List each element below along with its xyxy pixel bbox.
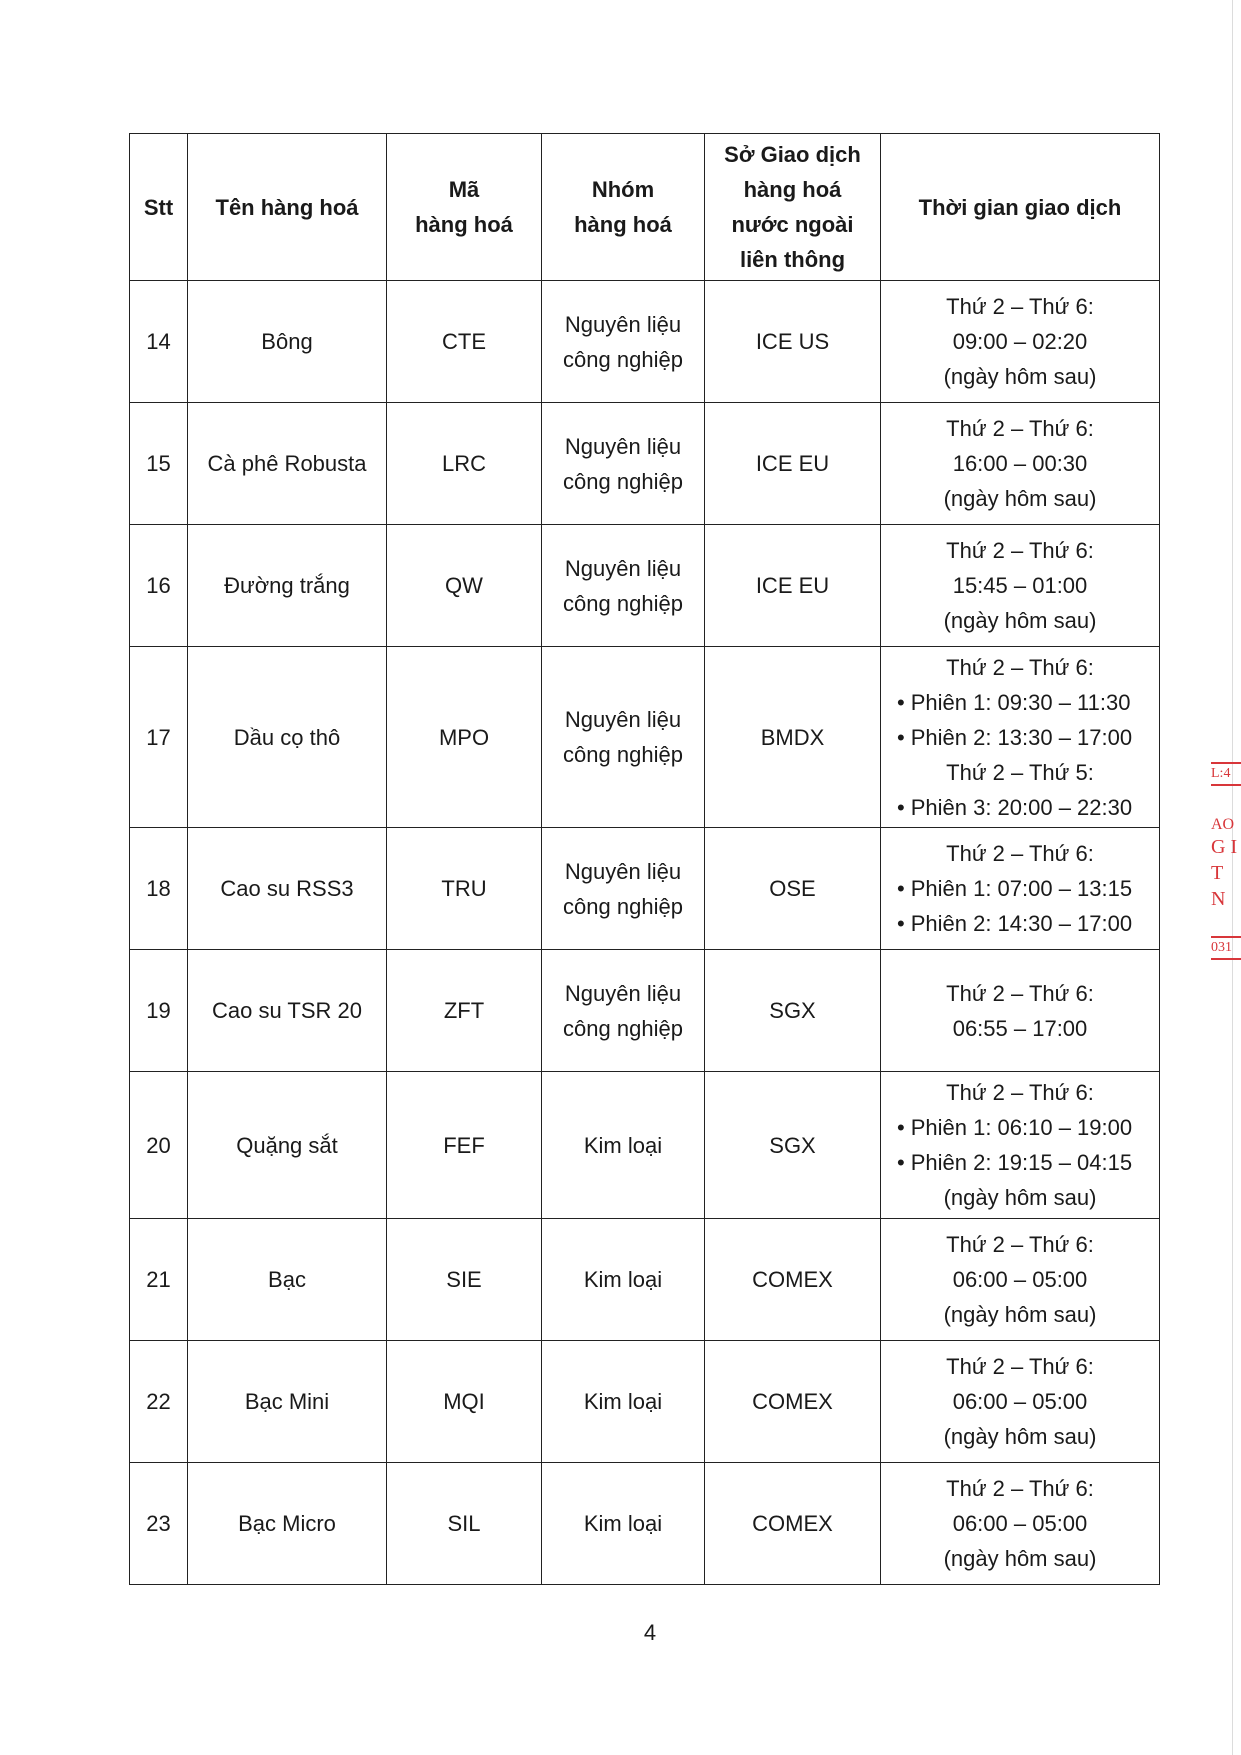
table-row bbox=[130, 281, 1160, 403]
cell-code: SIL bbox=[387, 1463, 542, 1585]
schedule-line: Thứ 2 – Thứ 6: bbox=[946, 654, 1094, 680]
cell-name: Quặng sắt bbox=[188, 1072, 387, 1219]
schedule-line: 06:00 – 05:00 bbox=[952, 1389, 1088, 1414]
cell-stt: 19 bbox=[130, 950, 188, 1072]
cell-code: FEF bbox=[387, 1072, 542, 1219]
cell-schedule bbox=[881, 281, 1160, 403]
cell-name: Bạc Micro bbox=[188, 1463, 387, 1585]
cell-code: ZFT bbox=[387, 950, 542, 1072]
cell-group bbox=[542, 525, 705, 647]
red-stamp-fragment bbox=[1211, 762, 1241, 990]
schedule-line: Thứ 2 – Thứ 6: bbox=[946, 416, 1094, 441]
group-line: công nghiệp bbox=[563, 742, 683, 767]
group-line: công nghiệp bbox=[563, 346, 683, 372]
schedule-line: (ngày hôm sau) bbox=[943, 486, 1097, 511]
cell-group bbox=[542, 828, 705, 950]
header-name: Tên hàng hoá bbox=[188, 134, 387, 281]
group-line: Nguyên liệu bbox=[564, 555, 682, 581]
schedule-line: • Phiên 1: 07:00 – 13:15 bbox=[885, 871, 1155, 906]
cell-stt: 18 bbox=[130, 828, 188, 950]
schedule-line: • Phiên 2: 19:15 – 04:15 bbox=[885, 1145, 1155, 1180]
commodity-trading-hours-table bbox=[129, 133, 1160, 1585]
schedule-line: • Phiên 2: 13:30 – 17:00 bbox=[885, 720, 1155, 755]
stamp-text-4: T N bbox=[1211, 862, 1226, 910]
header-exchange: Sở Giao dịch hàng hoá nước ngoài liên thông bbox=[705, 134, 881, 281]
schedule-line: • Phiên 3: 20:00 – 22:30 bbox=[885, 790, 1155, 825]
cell-code: QW bbox=[387, 525, 542, 647]
cell-schedule bbox=[881, 525, 1160, 647]
cell-code: MQI bbox=[387, 1341, 542, 1463]
schedule-line: (ngày hôm sau) bbox=[943, 364, 1097, 389]
schedule-line: 06:00 – 05:00 bbox=[952, 1511, 1088, 1536]
schedule-line: Thứ 2 – Thứ 6: bbox=[946, 1232, 1094, 1257]
schedule-line: • Phiên 2: 14:30 – 17:00 bbox=[885, 906, 1155, 941]
stamp-text-2: AO bbox=[1211, 816, 1235, 833]
cell-exchange: OSE bbox=[705, 828, 881, 950]
cell-name: Cà phê Robusta bbox=[188, 403, 387, 525]
cell-code: CTE bbox=[387, 281, 542, 403]
cell-schedule bbox=[881, 1072, 1160, 1219]
cell-exchange: ICE EU bbox=[705, 403, 881, 525]
cell-group bbox=[542, 950, 705, 1072]
table-body bbox=[130, 281, 1160, 1585]
schedule-line: (ngày hôm sau) bbox=[943, 1424, 1097, 1449]
cell-name: Cao su TSR 20 bbox=[188, 950, 387, 1072]
cell-group bbox=[542, 281, 705, 403]
cell-exchange: SGX bbox=[705, 1072, 881, 1219]
cell-code: MPO bbox=[387, 647, 542, 828]
table-row bbox=[130, 1463, 1160, 1585]
table-row bbox=[130, 950, 1160, 1072]
group-line: công nghiệp bbox=[563, 468, 683, 494]
cell-stt: 20 bbox=[130, 1072, 188, 1219]
header-code: Mã hàng hoá bbox=[387, 134, 542, 281]
cell-stt: 16 bbox=[130, 525, 188, 647]
group-line: Nguyên liệu bbox=[564, 707, 682, 732]
cell-group bbox=[542, 1341, 705, 1463]
cell-code: TRU bbox=[387, 828, 542, 950]
cell-group bbox=[542, 647, 705, 828]
schedule-line: Thứ 2 – Thứ 6: bbox=[946, 1476, 1094, 1501]
cell-exchange: COMEX bbox=[705, 1341, 881, 1463]
cell-exchange: SGX bbox=[705, 950, 881, 1072]
group-line: công nghiệp bbox=[563, 1015, 683, 1041]
cell-name: Cao su RSS3 bbox=[188, 828, 387, 950]
table-row bbox=[130, 403, 1160, 525]
cell-stt: 15 bbox=[130, 403, 188, 525]
group-line: công nghiệp bbox=[563, 893, 683, 919]
schedule-line: Thứ 2 – Thứ 6: bbox=[946, 294, 1094, 319]
cell-exchange: ICE EU bbox=[705, 525, 881, 647]
table-row bbox=[130, 647, 1160, 828]
schedule-line: Thứ 2 – Thứ 6: bbox=[946, 1080, 1094, 1105]
schedule-line: 16:00 – 00:30 bbox=[952, 451, 1088, 476]
group-line: Kim loại bbox=[583, 1132, 663, 1158]
header-row bbox=[130, 134, 1160, 281]
group-line: Kim loại bbox=[583, 1389, 663, 1414]
cell-exchange: BMDX bbox=[705, 647, 881, 828]
cell-group bbox=[542, 403, 705, 525]
cell-stt: 23 bbox=[130, 1463, 188, 1585]
schedule-line: Thứ 2 – Thứ 6: bbox=[946, 1354, 1094, 1379]
cell-group bbox=[542, 1072, 705, 1219]
schedule-line: 06:55 – 17:00 bbox=[952, 1015, 1088, 1041]
cell-name: Bạc bbox=[188, 1219, 387, 1341]
cell-stt: 22 bbox=[130, 1341, 188, 1463]
stamp-text-1: L:4 bbox=[1211, 762, 1241, 786]
table-row bbox=[130, 1072, 1160, 1219]
schedule-line: 09:00 – 02:20 bbox=[952, 329, 1088, 354]
table-header bbox=[130, 134, 1160, 281]
cell-exchange: COMEX bbox=[705, 1219, 881, 1341]
group-line: Kim loại bbox=[583, 1511, 663, 1536]
schedule-line: (ngày hôm sau) bbox=[943, 608, 1097, 633]
group-line: Nguyên liệu bbox=[564, 311, 682, 337]
cell-name: Đường trắng bbox=[188, 525, 387, 647]
table-row bbox=[130, 1341, 1160, 1463]
table-row bbox=[130, 828, 1160, 950]
cell-schedule bbox=[881, 950, 1160, 1072]
cell-name: Dầu cọ thô bbox=[188, 647, 387, 828]
cell-group bbox=[542, 1219, 705, 1341]
group-line: công nghiệp bbox=[563, 590, 683, 616]
cell-code: LRC bbox=[387, 403, 542, 525]
schedule-line: (ngày hôm sau) bbox=[943, 1185, 1097, 1210]
cell-exchange: ICE US bbox=[705, 281, 881, 403]
schedule-line: Thứ 2 – Thứ 5: bbox=[946, 759, 1094, 785]
cell-schedule bbox=[881, 647, 1160, 828]
stamp-text-5: 031 bbox=[1211, 936, 1241, 960]
schedule-line: Thứ 2 – Thứ 6: bbox=[946, 841, 1094, 866]
group-line: Kim loại bbox=[583, 1267, 663, 1292]
group-line: Nguyên liệu bbox=[564, 980, 682, 1006]
header-stt: Stt bbox=[130, 134, 188, 281]
schedule-line: (ngày hôm sau) bbox=[943, 1546, 1097, 1571]
table-row bbox=[130, 525, 1160, 647]
cell-schedule bbox=[881, 403, 1160, 525]
cell-stt: 21 bbox=[130, 1219, 188, 1341]
schedule-line: • Phiên 1: 06:10 – 19:00 bbox=[885, 1110, 1155, 1145]
cell-name: Bông bbox=[188, 281, 387, 403]
cell-group bbox=[542, 1463, 705, 1585]
cell-exchange: COMEX bbox=[705, 1463, 881, 1585]
cell-schedule bbox=[881, 1463, 1160, 1585]
cell-stt: 14 bbox=[130, 281, 188, 403]
schedule-line: 06:00 – 05:00 bbox=[952, 1267, 1088, 1292]
cell-schedule bbox=[881, 1341, 1160, 1463]
group-line: Nguyên liệu bbox=[564, 433, 682, 459]
cell-schedule bbox=[881, 828, 1160, 950]
schedule-line: 15:45 – 01:00 bbox=[952, 573, 1088, 598]
cell-code: SIE bbox=[387, 1219, 542, 1341]
header-group: Nhóm hàng hoá bbox=[542, 134, 705, 281]
schedule-line: (ngày hôm sau) bbox=[943, 1302, 1097, 1327]
schedule-line: • Phiên 1: 09:30 – 11:30 bbox=[885, 685, 1155, 720]
cell-name: Bạc Mini bbox=[188, 1341, 387, 1463]
page-number: 4 bbox=[643, 1620, 657, 1645]
header-time: Thời gian giao dịch bbox=[881, 134, 1160, 281]
table-row bbox=[130, 1219, 1160, 1341]
group-line: Nguyên liệu bbox=[564, 858, 682, 884]
cell-stt: 17 bbox=[130, 647, 188, 828]
cell-schedule bbox=[881, 1219, 1160, 1341]
schedule-line: Thứ 2 – Thứ 6: bbox=[946, 538, 1094, 563]
stamp-text-3: G I bbox=[1211, 836, 1238, 858]
schedule-line: Thứ 2 – Thứ 6: bbox=[946, 980, 1094, 1006]
